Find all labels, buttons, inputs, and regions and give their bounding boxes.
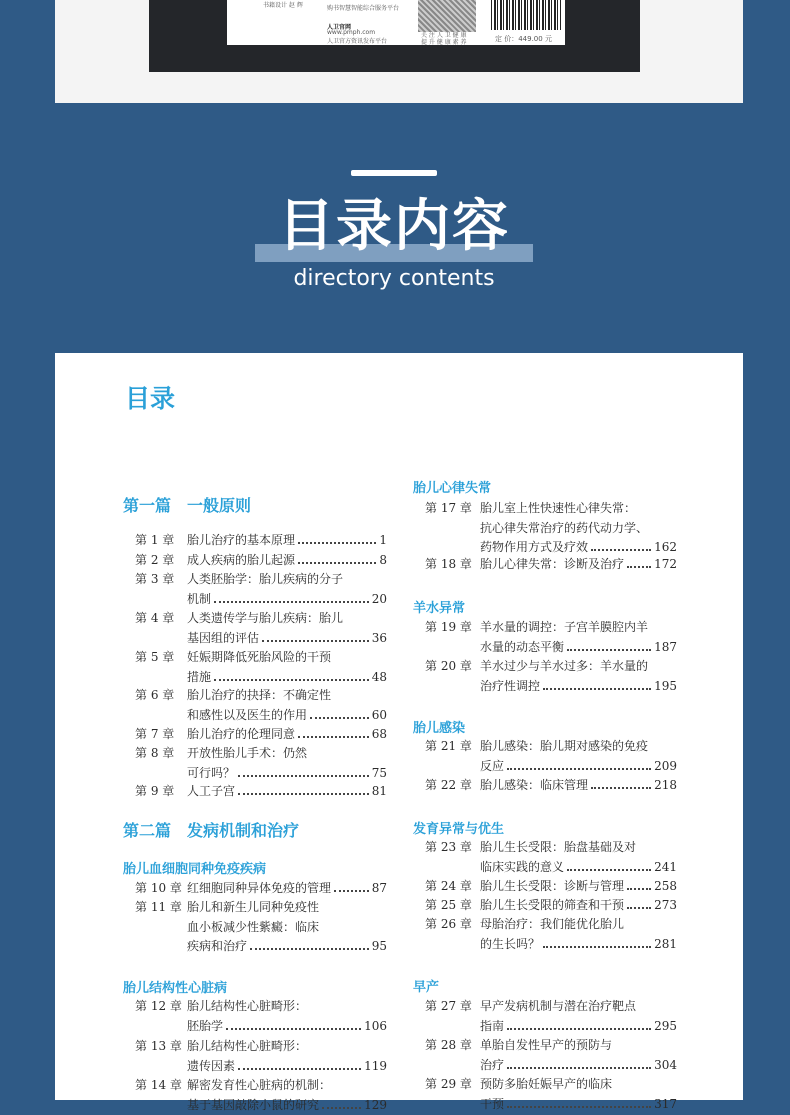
leader-dots [214, 679, 369, 681]
leader-dots [214, 601, 369, 603]
chapter-title: 人工子宫 [187, 782, 235, 802]
chapter-title: 胎儿心律失常：诊断及治疗 [480, 555, 624, 575]
chapter-number: 第 4 章 [135, 609, 174, 629]
page-number: 187 [654, 638, 677, 658]
chapter-number: 第 24 章 [425, 877, 472, 897]
heading-bar [351, 170, 437, 176]
section-heading: 目录内容 [255, 192, 533, 262]
leader-dots [567, 869, 651, 871]
section-heading: 早产 [413, 976, 439, 995]
chapter-number: 第 19 章 [425, 618, 472, 638]
page-number: 273 [654, 896, 677, 916]
chapter-title: 胚胎学 [187, 1017, 223, 1037]
chapter-title: 治疗 [480, 1056, 504, 1076]
chapter-title: 胎儿生长受限：胎盘基础及对 [480, 838, 636, 858]
page-number: 20 [372, 590, 387, 610]
chapter-title: 临床实践的意义 [480, 858, 564, 878]
chapter-number: 第 29 章 [425, 1075, 472, 1095]
chapter-title: 基因组的评估 [187, 629, 259, 649]
chapter-title: 可行吗？ [187, 764, 235, 784]
leader-dots [507, 1028, 651, 1030]
leader-dots [250, 948, 369, 950]
leader-dots [507, 768, 651, 770]
chapter-number: 第 27 章 [425, 997, 472, 1017]
section-heading: 发育异常与优生 [413, 818, 504, 837]
chapter-title: 干预 [480, 1095, 504, 1115]
cover-line: 人卫官网 [327, 22, 351, 31]
chapter-number: 第 28 章 [425, 1036, 472, 1056]
chapter-title: 胎儿生长受限：诊断与管理 [480, 877, 624, 897]
leader-dots [238, 1068, 361, 1070]
part-heading: 第二篇 发病机制和治疗 [123, 818, 299, 841]
page-number: 75 [372, 764, 387, 784]
chapter-title: 水量的动态平衡 [480, 638, 564, 658]
leader-dots [238, 775, 369, 777]
leader-dots [238, 793, 369, 795]
chapter-title: 母胎治疗：我们能优化胎儿 [480, 915, 624, 935]
chapter-title: 羊水量的调控：子宫羊膜腔内羊 [480, 618, 648, 638]
chapter-title: 开放性胎儿手术：仍然 [187, 744, 307, 764]
chapter-number: 第 9 章 [135, 782, 174, 802]
chapter-title: 早产发病机制与潜在治疗靶点 [480, 997, 636, 1017]
chapter-number: 第 10 章 [135, 879, 182, 899]
chapter-title: 胎儿治疗的抉择：不确定性 [187, 686, 331, 706]
leader-dots [298, 562, 376, 564]
leader-dots [543, 946, 651, 948]
chapter-title: 单胎自发性早产的预防与 [480, 1036, 612, 1056]
chapter-number: 第 14 章 [135, 1076, 182, 1096]
leader-dots [627, 888, 651, 890]
leader-dots [310, 717, 369, 719]
chapter-number: 第 8 章 [135, 744, 174, 764]
chapter-number: 第 7 章 [135, 725, 174, 745]
leader-dots [298, 736, 369, 738]
chapter-title: 和感性以及医生的作用 [187, 706, 307, 726]
chapter-number: 第 26 章 [425, 915, 472, 935]
chapter-number: 第 12 章 [135, 997, 182, 1017]
leader-dots [322, 1107, 361, 1109]
chapter-number: 第 23 章 [425, 838, 472, 858]
section-heading: 胎儿感染 [413, 717, 465, 736]
page-number: 129 [364, 1096, 387, 1115]
page-number: 172 [654, 555, 677, 575]
part-heading: 第一篇 一般原则 [123, 493, 251, 516]
chapter-title: 疾病和治疗 [187, 937, 247, 957]
leader-dots [507, 1067, 651, 1069]
page-number: 81 [372, 782, 387, 802]
page-number: 241 [654, 858, 677, 878]
chapter-title: 羊水过少与羊水过多：羊水量的 [480, 657, 648, 677]
chapter-number: 第 11 章 [135, 898, 182, 918]
chapter-title: 胎儿治疗的基本原理 [187, 531, 295, 551]
page-number: 281 [654, 935, 677, 955]
page-number: 8 [379, 551, 387, 571]
barcode-icon [491, 0, 561, 30]
leader-dots [591, 549, 651, 551]
cover-line: 书籍设计 赵 辉 [263, 0, 303, 9]
page-number: 295 [654, 1017, 677, 1037]
leader-dots [567, 649, 651, 651]
page-number: 60 [372, 706, 387, 726]
page-number: 48 [372, 668, 387, 688]
chapter-number: 第 13 章 [135, 1037, 182, 1057]
page-number: 195 [654, 677, 677, 697]
chapter-title: 基于基因敲除小鼠的研究 [187, 1096, 319, 1115]
page-number: 87 [372, 879, 387, 899]
chapter-number: 第 21 章 [425, 737, 472, 757]
page-number: 304 [654, 1056, 677, 1076]
chapter-title: 胎儿感染：胎儿期对感染的免疫 [480, 737, 648, 757]
chapter-number: 第 20 章 [425, 657, 472, 677]
chapter-title: 胎儿结构性心脏畸形： [187, 997, 307, 1017]
chapter-title: 抗心律失常治疗的药代动力学、 [480, 519, 648, 539]
page-number: 209 [654, 757, 677, 777]
chapter-number: 第 6 章 [135, 686, 174, 706]
chapter-title: 预防多胎妊娠早产的临床 [480, 1075, 612, 1095]
qr-code-icon [418, 0, 476, 32]
price-text: 定 价：449.00 元 [495, 34, 552, 44]
chapter-title: 人类胚胎学：胎儿疾病的分子 [187, 570, 343, 590]
chapter-title: 药物作用方式及疗效 [480, 538, 588, 558]
section-heading: 羊水异常 [413, 597, 465, 616]
leader-dots [591, 787, 651, 789]
chapter-title: 胎儿室上性快速性心律失常： [480, 499, 636, 519]
section-subheading: directory contents [255, 266, 533, 291]
page-number: 36 [372, 629, 387, 649]
qr-caption: 关 注 人 卫 健 康 [421, 30, 467, 39]
page-number: 218 [654, 776, 677, 796]
leader-dots [298, 542, 376, 544]
chapter-title: 成人疾病的胎儿起源 [187, 551, 295, 571]
chapter-number: 第 18 章 [425, 555, 472, 575]
chapter-title: 指南 [480, 1017, 504, 1037]
chapter-number: 第 3 章 [135, 570, 174, 590]
contents-page [55, 353, 743, 1100]
chapter-title: 措施 [187, 668, 211, 688]
chapter-title: 红细胞同种异体免疫的管理 [187, 879, 331, 899]
chapter-number: 第 5 章 [135, 648, 174, 668]
section-heading: 胎儿结构性心脏病 [123, 977, 227, 996]
leader-dots [334, 890, 369, 892]
leader-dots [507, 1106, 651, 1108]
chapter-title: 血小板减少性紫癜：临床 [187, 918, 319, 938]
cover-line: 购书智慧智能综合服务平台 [327, 3, 399, 12]
leader-dots [226, 1028, 361, 1030]
chapter-title: 机制 [187, 590, 211, 610]
page-number: 1 [379, 531, 387, 551]
page-number: 258 [654, 877, 677, 897]
leader-dots [627, 907, 651, 909]
chapter-title: 妊娠期降低死胎风险的干预 [187, 648, 331, 668]
page-number: 119 [364, 1057, 387, 1077]
chapter-number: 第 2 章 [135, 551, 174, 571]
section-heading: 胎儿血细胞同种免疫疾病 [123, 858, 266, 877]
page-number: 95 [372, 937, 387, 957]
chapter-title: 解密发育性心脏病的机制： [187, 1076, 331, 1096]
page-title: 目录 [125, 379, 175, 415]
chapter-title: 胎儿生长受限的筛查和干预 [480, 896, 624, 916]
chapter-title: 遗传因素 [187, 1057, 235, 1077]
chapter-title: 胎儿治疗的伦理同意 [187, 725, 295, 745]
chapter-title: 胎儿感染：临床管理 [480, 776, 588, 796]
page-number: 162 [654, 538, 677, 558]
chapter-number: 第 1 章 [135, 531, 174, 551]
qr-caption: 提 升 健 康 素 养 [421, 37, 467, 46]
chapter-title: 胎儿和新生儿同种免疫性 [187, 898, 319, 918]
chapter-number: 第 25 章 [425, 896, 472, 916]
chapter-title: 的生长吗？ [480, 935, 540, 955]
chapter-number: 第 17 章 [425, 499, 472, 519]
chapter-title: 人类遗传学与胎儿疾病：胎儿 [187, 609, 343, 629]
leader-dots [262, 640, 369, 642]
chapter-title: 胎儿结构性心脏畸形： [187, 1037, 307, 1057]
cover-line: 人卫官方资讯发布平台 [327, 36, 387, 45]
section-heading: 胎儿心律失常 [413, 477, 491, 496]
chapter-title: 治疗性调控 [480, 677, 540, 697]
page-number: 68 [372, 725, 387, 745]
leader-dots [543, 688, 651, 690]
page-number: 106 [364, 1017, 387, 1037]
cover-line: www.pmph.com [327, 29, 375, 36]
chapter-number: 第 22 章 [425, 776, 472, 796]
leader-dots [627, 566, 651, 568]
chapter-title: 反应 [480, 757, 504, 777]
page-number: 317 [654, 1095, 677, 1115]
